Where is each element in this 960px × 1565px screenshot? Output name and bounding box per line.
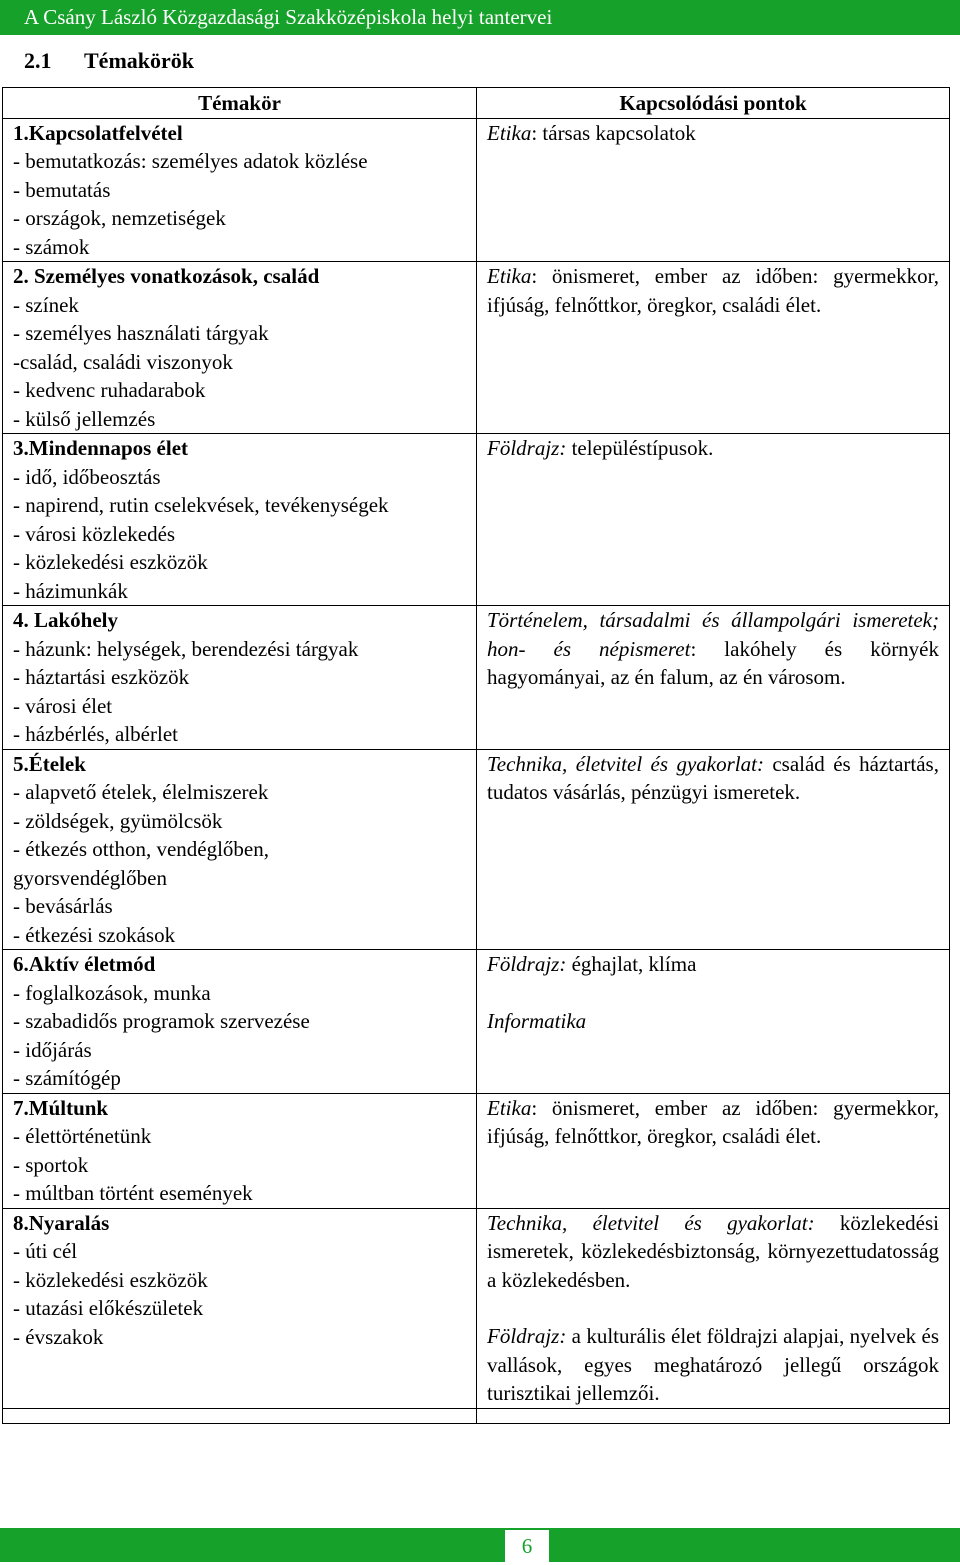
topic-item: - külső jellemzés [13, 406, 156, 431]
connection-cell [477, 749, 950, 950]
table-row [3, 262, 950, 434]
subject-name: Földrajz: [487, 436, 567, 460]
connection-text: településtípusok. [566, 436, 714, 460]
topic-item: - bemutatkozás: személyes adatok közlése [13, 149, 368, 173]
topic-item: - házbérlés, albérlet [13, 722, 178, 746]
topic-cell [3, 262, 477, 434]
spacer-cell [3, 1408, 477, 1423]
connection-cell [477, 606, 950, 750]
connection-paragraph [487, 1007, 939, 1036]
connection-cell [477, 1208, 950, 1408]
connection-cell [477, 118, 950, 262]
connection-paragraph [487, 119, 939, 148]
topics-table [2, 87, 950, 1424]
connection-paragraph [487, 606, 939, 692]
topic-item: - utazási előkészületek [13, 1296, 204, 1320]
document-header: A Csány László Közgazdasági Szakközépiskola helyi tantervei [0, 0, 960, 35]
topic-cell [3, 1093, 477, 1208]
topic-title: 5.Ételek [13, 751, 86, 776]
topic-column-header: Témakör [3, 88, 477, 119]
connection-cell [477, 1093, 950, 1208]
subject-name: Földrajz: [487, 952, 567, 976]
connection-text: család és háztartás, tudatos vásárlás, pénzügyi ismeretek. [487, 751, 939, 804]
connection-text: a kulturális élet földrajzi alapjai, nyelvek és vallások, egyes meghatározó jellegű országok turisztikai jellemzői. [487, 1324, 939, 1405]
connection-text: közlekedési ismeretek, közlekedésbiztonság, környezettudatosság a közlekedésben. [487, 1210, 940, 1292]
topic-item: - úti cél [13, 1239, 78, 1263]
topic-item: - szabadidős programok szervezése [13, 1009, 310, 1033]
topic-item: gyorsvendéglőben [13, 865, 167, 890]
spacer-cell [477, 1408, 950, 1423]
connection-text: : lakóhely és környék hagyományai, az én falum, az én városom. [487, 636, 940, 689]
topic-item: - élettörténetünk [13, 1124, 152, 1148]
topic-title: 1.Kapcsolatfelvétel [13, 120, 183, 145]
connection-paragraph [487, 262, 939, 319]
connection-cell [477, 434, 950, 606]
topic-item: - számok [13, 234, 90, 259]
topic-item: - városi közlekedés [13, 521, 176, 546]
subject-name: Történelem, társadalmi és állampolgári ismeretek; hon- és népismeret [487, 608, 939, 661]
topic-item: - idő, időbeosztás [13, 464, 161, 489]
table-header-row [3, 88, 950, 119]
topic-item: - napirend, rutin cselekvések, tevékenységek [13, 493, 389, 517]
table-row [3, 749, 950, 950]
topic-cell [3, 118, 477, 262]
topic-item: - háztartási eszközök [13, 665, 190, 689]
section-title-text: Témakörök [84, 48, 194, 73]
connection-paragraph [487, 750, 939, 807]
connection-text: : önismeret, ember az időben: gyermekkor, ifjúság, felnőttkor, öregkor, családi élet. [487, 264, 939, 317]
topic-item: - házimunkák [13, 578, 128, 603]
topic-title: 7.Múltunk [13, 1095, 109, 1120]
topic-item: - közlekedési eszközök [13, 550, 208, 574]
topic-item: - személyes használati tárgyak [13, 321, 269, 345]
subject-name: Etika [487, 120, 532, 145]
table-row [3, 606, 950, 750]
connection-paragraph [487, 1322, 939, 1408]
topic-title: 4. Lakóhely [13, 608, 119, 632]
topic-item: - országok, nemzetiségek [13, 206, 226, 230]
subject-name: Technika, életvitel és gyakorlat: [487, 1210, 815, 1235]
table-row [3, 1208, 950, 1408]
connection-paragraph [487, 1209, 939, 1295]
topic-item: - zöldségek, gyümölcsök [13, 808, 223, 833]
topic-item: - sportok [13, 1152, 89, 1177]
topic-item: - múltban történt események [13, 1181, 253, 1205]
connection-cell [477, 262, 950, 434]
connection-text: éghajlat, klíma [566, 952, 697, 976]
section-heading [24, 44, 194, 78]
topic-cell [3, 606, 477, 750]
subject-name: Földrajz: [487, 1324, 567, 1348]
topic-item: - foglalkozások, munka [13, 980, 211, 1005]
table-row [3, 434, 950, 606]
connection-text: : önismeret, ember az időben: gyermekkor, ifjúság, felnőttkor, öregkor, családi élet. [487, 1095, 939, 1148]
topic-cell [3, 749, 477, 950]
topic-item: - színek [13, 292, 79, 317]
topic-item: - évszakok [13, 1324, 104, 1349]
topic-item: - időjárás [13, 1037, 92, 1062]
connections-column-header: Kapcsolódási pontok [477, 88, 950, 119]
topic-title: 8.Nyaralás [13, 1210, 110, 1235]
topic-title: 6.Aktív életmód [13, 952, 156, 976]
connection-cell [477, 950, 950, 1094]
topic-item: - étkezési szokások [13, 922, 176, 947]
subject-name: Etika [487, 264, 532, 288]
table-row [3, 1093, 950, 1208]
spacer-row [3, 1408, 950, 1423]
connection-paragraph [487, 950, 939, 979]
table-row [3, 118, 950, 262]
topics-body [3, 118, 950, 1423]
subject-name: Informatika [487, 1008, 587, 1033]
topic-cell [3, 434, 477, 606]
topic-item: - bemutatás [13, 177, 111, 202]
section-number: 2.1 [24, 48, 52, 73]
connection-text: : társas kapcsolatok [531, 120, 696, 145]
topic-item: - bevásárlás [13, 894, 113, 918]
topic-title: 3.Mindennapos élet [13, 436, 189, 460]
footer-bar [0, 1528, 960, 1562]
page-number: 6 [505, 1530, 549, 1562]
topic-item: - számítógép [13, 1066, 121, 1090]
topic-cell [3, 950, 477, 1094]
topic-item: - étkezés otthon, vendéglőben, [13, 837, 269, 861]
subject-name: Etika [487, 1095, 532, 1120]
topic-item: - közlekedési eszközök [13, 1267, 208, 1292]
topic-item: - kedvenc ruhadarabok [13, 378, 206, 402]
connection-paragraph [487, 434, 939, 463]
topic-title: 2. Személyes vonatkozások, család [13, 264, 320, 288]
topic-cell [3, 1208, 477, 1408]
table-row [3, 950, 950, 1094]
topic-item: - városi élet [13, 693, 113, 718]
topic-item: -család, családi viszonyok [13, 349, 233, 374]
subject-name: Technika, életvitel és gyakorlat: [487, 751, 764, 776]
connection-paragraph [487, 1094, 939, 1151]
topic-item: - házunk: helységek, berendezési tárgyak [13, 636, 359, 661]
topic-item: - alapvető ételek, élelmiszerek [13, 780, 269, 804]
